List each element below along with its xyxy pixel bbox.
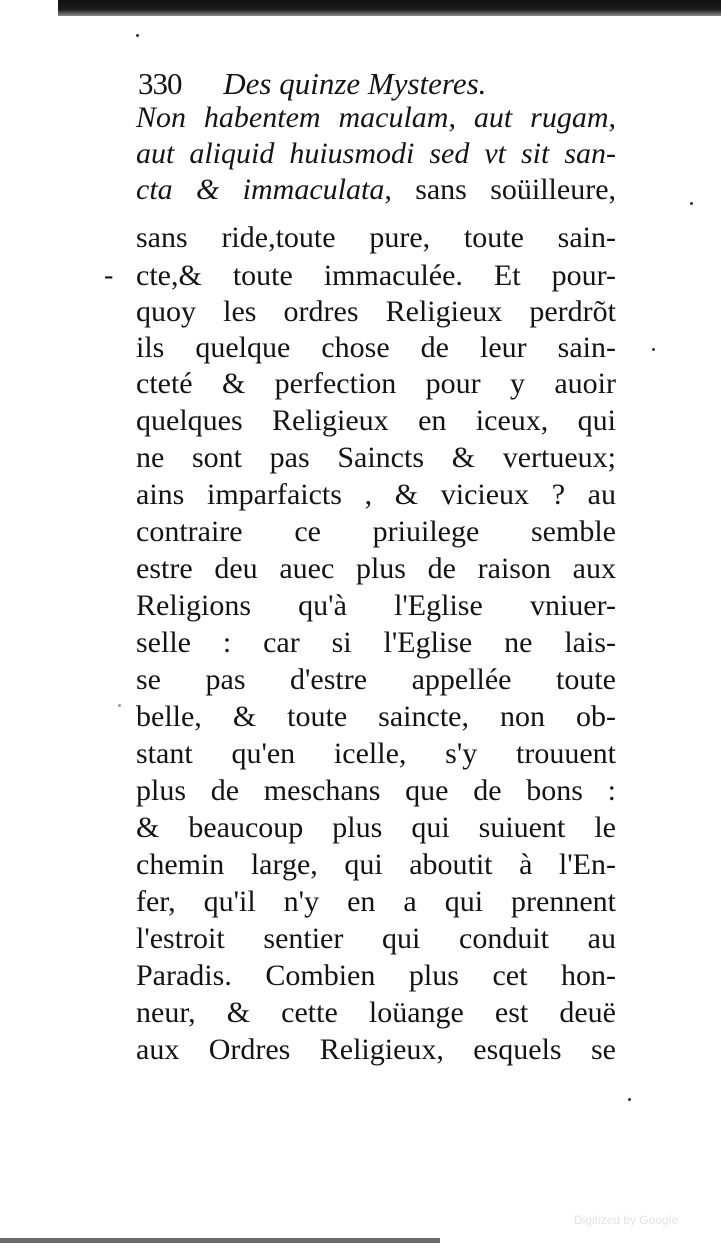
text-line: ains imparfaicts , & vicieux ? au [136, 478, 616, 511]
ink-speck [136, 34, 139, 37]
text-line: ils quelque chose de leur sain- [136, 331, 616, 364]
page-number: 330 [138, 66, 182, 101]
text-line: Paradis. Combien plus cet hon- [136, 959, 616, 992]
text-line: quoy les ordres Religieux perdrõt [136, 295, 616, 328]
ink-speck [652, 348, 655, 351]
text-line: belle, & toute saincte, non ob- [136, 700, 616, 733]
text-line: neur, & cette loüange est deuë [136, 996, 616, 1029]
text-line: aut aliquid huiusmodi sed vt sit san- [136, 137, 616, 170]
watermark: Digitized by Google [574, 1213, 679, 1227]
text-line: Religions qu'à l'Eglise vniuer- [136, 589, 616, 622]
page-header [138, 66, 558, 102]
running-title: Des quinze Mysteres. [223, 66, 487, 101]
text-line: estre deu auec plus de raison aux [136, 552, 616, 585]
text-line: plus de meschans que de bons : [136, 774, 616, 807]
scan-edge-bottom [0, 1238, 440, 1243]
text-line: chemin large, qui aboutit à l'En- [136, 848, 616, 881]
ink-speck [118, 704, 121, 707]
text-line: stant qu'en icelle, s'y trouuent [136, 737, 616, 770]
text-line: contraire ce priuilege semble [136, 515, 616, 548]
text-line: selle : car si l'Eglise ne lais- [136, 626, 616, 659]
text-line: & beaucoup plus qui suiuent le [136, 811, 616, 844]
text-line: cta & immaculata, sans soüilleure, [136, 173, 617, 206]
text-line: Non habentem maculam, aut rugam, [136, 101, 616, 134]
ink-speck [690, 202, 693, 205]
text-line: aux Ordres Religieux, esquels se [136, 1033, 616, 1066]
text-line: cteté & perfection pour y auoir [136, 367, 616, 400]
text-line: quelques Religieux en iceux, qui [136, 404, 616, 437]
text-line: fer, qu'il n'y en a qui prennent [136, 885, 616, 918]
text-line: l'estroit sentier qui conduit au [136, 922, 616, 955]
text-line: se pas d'estre appellée toute [136, 663, 616, 696]
text-line: ne sont pas Saincts & vertueux; [136, 441, 616, 474]
text-line: sans ride,toute pure, toute sain- [136, 221, 616, 254]
text-line: cte,& toute immaculée. Et pour- [136, 259, 616, 292]
margin-mark: - [104, 260, 114, 291]
ink-speck [628, 1098, 631, 1101]
